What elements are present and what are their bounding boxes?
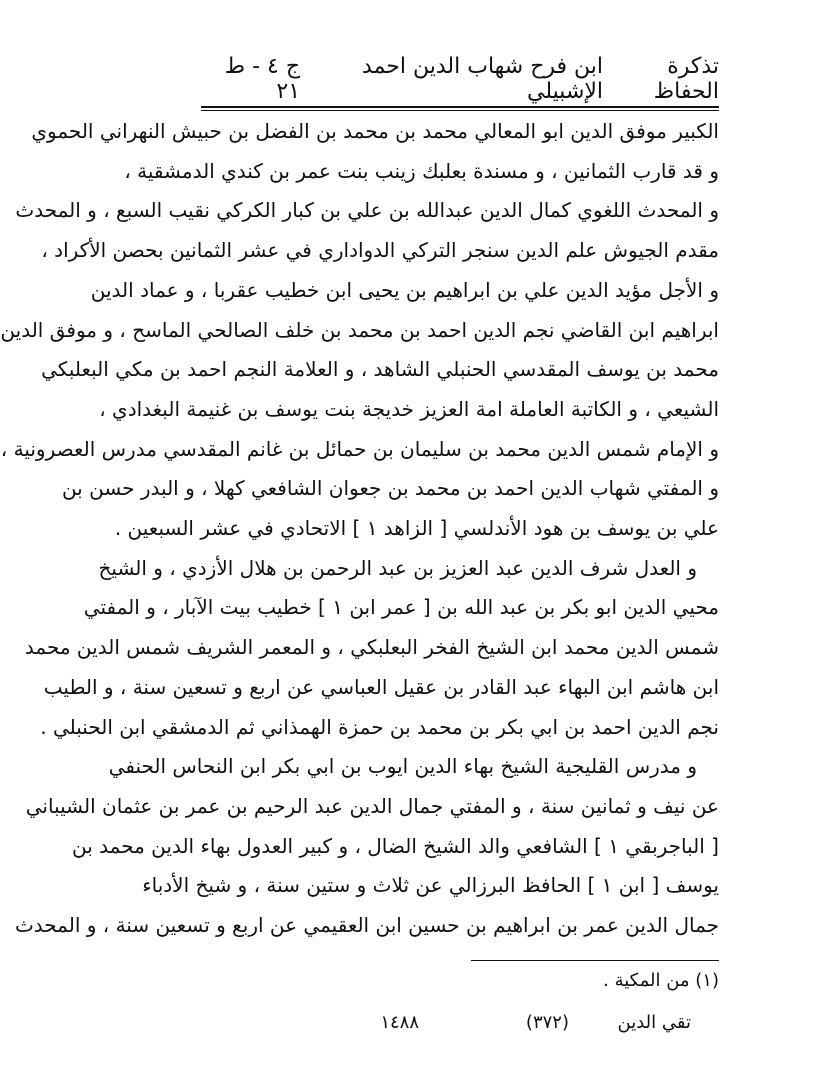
- text-line: نجم الدين احمد بن ابي بكر بن محمد بن حمزة الهمذاني ثم الدمشقي ابن الحنبلي .: [40, 714, 719, 739]
- text-line: محيي الدين ابو بكر بن عبد الله بن [ عمر ابن ١ ] خطيب بيت الآبار ، و المفتي: [83, 595, 719, 620]
- header-book-title: تذكرة الحفاظ: [653, 54, 719, 104]
- running-header: [201, 54, 719, 104]
- text-line: علي بن يوسف بن هود الأندلسي [ الزاهد ١ ] الاتحادي في عشر السبعين .: [114, 516, 719, 541]
- page-footer: [201, 1012, 719, 1042]
- footnote-rule: [471, 960, 719, 961]
- footer-volume-number: (٣٧٢): [525, 1012, 569, 1033]
- footer-page-number: ١٤٨٨: [380, 1012, 419, 1033]
- text-line: مقدم الجيوش علم الدين سنجر التركي الدواداري في عشر الثمانين بحصن الأكراد ،: [41, 238, 719, 263]
- text-line: و المفتي شهاب الدين احمد بن محمد بن جعوان الشافعي كهلا ، و البدر حسن بن: [61, 476, 719, 501]
- text-line: و المحدث اللغوي كمال الدين عبدالله بن علي بن كبار الكركي نقيب السبع ، و المحدث: [15, 198, 719, 223]
- header-volume: ج ٤ - ط ٢١: [224, 54, 301, 104]
- text-line: الشيعي ، و الكاتبة العاملة امة العزيز خديجة بنت يوسف بن غنيمة البغدادي ،: [99, 396, 719, 421]
- text-line: و قد قارب الثمانين ، و مسندة بعلبك زينب بنت عمر بن كندي الدمشقية ،: [124, 158, 719, 183]
- footnote: (١) من المكية .: [603, 970, 719, 991]
- body-text: [0, 112, 719, 946]
- text-line: و مدرس القليجية الشيخ بهاء الدين ايوب بن ابي بكر ابن النحاس الحنفي: [108, 754, 697, 779]
- text-line: [ الباجربقي ١ ] الشافعي والد الشيخ الضال ، و كبير العدول بهاء الدين محمد بن: [71, 833, 719, 858]
- text-line: الكبير موفق الدين ابو المعالي محمد بن محمد بن الفضل بن حبيش النهراني الحموي: [31, 119, 719, 143]
- text-line: جمال الدين عمر بن ابراهيم بن حسين ابن العقيمي عن اربع و تسعين سنة ، و المحدث: [14, 913, 719, 938]
- text-line: ابن هاشم ابن البهاء عبد القادر بن عقيل العباسي عن اربع و تسعين سنة ، و الطيب: [43, 674, 719, 699]
- header-subject: ابن فرح شهاب الدين احمد الإشبيلي: [362, 54, 604, 104]
- text-line: و الأجل مؤيد الدين علي بن ابراهيم بن يحيى ابن خطيب عقربا ، و عماد الدين: [90, 277, 719, 302]
- text-line: يوسف [ ابن ١ ] الحافظ البرزالي عن ثلاث و ستين سنة ، و شيخ الأدباء: [142, 873, 719, 898]
- header-rule: [201, 106, 719, 111]
- footer-name: تقي الدين: [617, 1012, 691, 1033]
- text-line: شمس الدين محمد ابن الشيخ الفخر البعلبكي ، و المعمر الشريف شمس الدين محمد: [24, 635, 719, 660]
- text-line: و الإمام شمس الدين محمد بن سليمان بن حمائل بن غانم المقدسي مدرس العصرونية ،: [0, 436, 719, 461]
- text-line: ابراهيم ابن القاضي نجم الدين احمد بن محمد بن خلف الصالحي الماسح ، و موفق الدين: [0, 317, 719, 342]
- text-line: عن نيف و ثمانين سنة ، و المفتي جمال الدين عبد الرحيم بن عمر بن عثمان الشيباني: [25, 793, 719, 818]
- text-line: محمد بن يوسف المقدسي الحنبلي الشاهد ، و العلامة النجم احمد بن مكي البعلبكي: [41, 357, 719, 382]
- text-line: و العدل شرف الدين عبد العزيز بن عبد الرحمن بن هلال الأزدي ، و الشيخ: [98, 555, 697, 580]
